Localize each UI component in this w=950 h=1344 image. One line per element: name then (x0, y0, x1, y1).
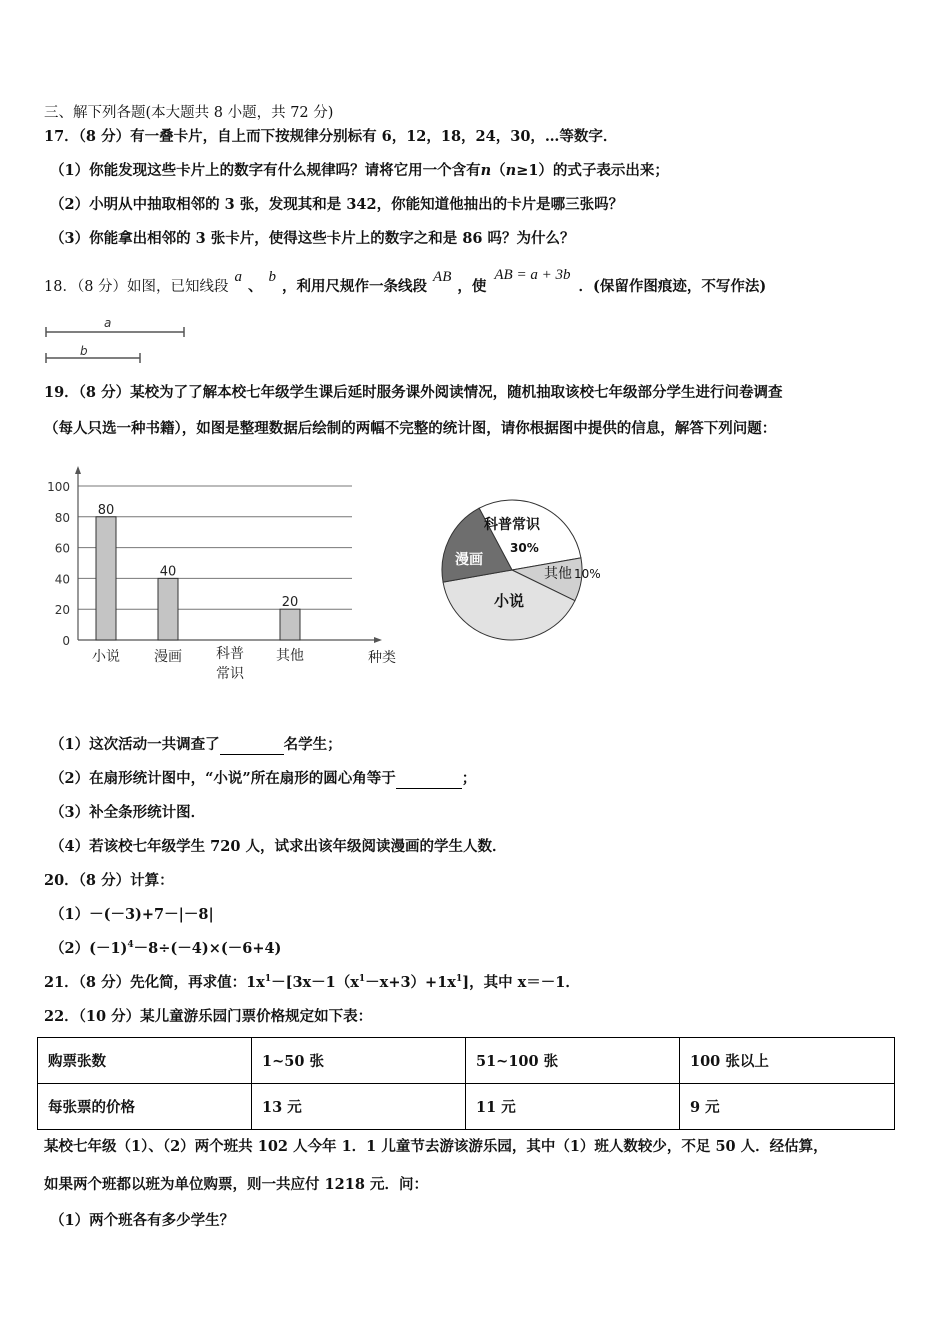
q18-equation: AB = a + 3b (494, 267, 571, 283)
q18-segments-figure (40, 312, 200, 368)
pie-label-xiaoshuo: 小说 (494, 592, 525, 610)
q17-part1 (50, 162, 669, 180)
x-tick-label: 常识 (216, 666, 244, 682)
q18-text-4: ．(保留作图痕迹，不写作法) (578, 278, 767, 295)
q18-text-2: ，利用尺规作一条线段 (282, 278, 428, 295)
pie-chart (436, 486, 620, 656)
q21-d: ]，其中 x＝－1． (462, 974, 580, 991)
q19-text-1: 19．（8 分）某校为了了解本校七年级学生课后延时服务课外阅读情况，随机抽取该校七年级部分学生进行问卷调查 (44, 384, 783, 401)
bar-data-label: 20 (281, 595, 299, 611)
q19-text-2: （每人只选一种书籍），如图是整理数据后绘制的两幅不完整的统计图，请你根据图中提供的信息，解答下列问题： (44, 420, 777, 437)
q19-sub2 (50, 770, 476, 789)
pie-label-other: 其他 (544, 566, 572, 582)
q18-var-b: b (268, 269, 277, 285)
answer-blank-2[interactable] (396, 770, 462, 789)
q20-part1: （1）－(－3)+7－|－8| (50, 906, 214, 923)
section-title: 三、解下列各题(本大题共 8 小题，共 72 分) (44, 105, 334, 121)
q18-sep: 、 (248, 278, 263, 295)
q20-part2-a: （2）(－1) (50, 940, 128, 957)
q17-var-n: n (480, 162, 492, 179)
q17-part1-text-a: （1）你能发现这些卡片上的数字有什么规律吗？请将它用一个含有 (50, 162, 481, 179)
x-axis-label: 种类 (368, 650, 396, 666)
q22-part1: （1）两个班各有多少学生？ (50, 1212, 235, 1229)
q21-sup-3: 1 (455, 974, 463, 985)
x-tick-label: 其他 (276, 648, 304, 664)
q19-sub2-a: （2）在扇形统计图中，“小说”所在扇形的圆心角等于 (50, 770, 396, 787)
table-cell: 11 元 (466, 1084, 680, 1130)
bar (280, 609, 300, 640)
q19-sub1 (50, 736, 342, 755)
table-cell: 每张票的价格 (38, 1084, 252, 1130)
x-tick-label: 科普 (216, 646, 244, 662)
pie-pct-other: 10% (574, 567, 601, 581)
q20-title: 20．（8 分）计算： (44, 872, 174, 889)
q20-exponent: 4 (127, 940, 134, 951)
q17-part1-text-c: ≥1）的式子表示出来； (516, 162, 669, 179)
q21-b: －[3x－1（x (271, 974, 359, 991)
bar-data-label: 80 (97, 502, 115, 518)
q18-var-ab: AB (433, 269, 452, 285)
q22-text-1: 某校七年级（1）、（2）两个班共 102 人今年 1．1 儿童节去游该游乐园，其中（1）班人数较少，不足 50 人．经估算， (44, 1138, 828, 1155)
bar (158, 578, 178, 640)
segment-b-label: b (80, 344, 88, 358)
table-cell: 1~50 张 (252, 1038, 466, 1084)
q20-part2 (50, 940, 281, 958)
y-tick-label: 60 (54, 541, 70, 556)
table-cell: 购票张数 (38, 1038, 252, 1084)
pie-pct-kepu: 30% (510, 541, 539, 555)
q18-text (44, 267, 767, 296)
table-row (38, 1038, 895, 1084)
x-tick-label: 小说 (92, 649, 120, 665)
segment-a-label: a (104, 316, 112, 330)
q19-sub3: （3）补全条形统计图． (50, 804, 206, 821)
q19-sub1-a: （1）这次活动一共调查了 (50, 736, 220, 753)
q21-text (44, 974, 580, 992)
q22-title: 22．（10 分）某儿童游乐园门票价格规定如下表： (44, 1008, 373, 1025)
q19-sub2-b: ； (461, 770, 477, 787)
bar-chart (40, 462, 420, 694)
q21-sup-1: 1 (264, 974, 272, 985)
table-cell: 9 元 (680, 1084, 895, 1130)
pie-label-kepu: 科普常识 (484, 517, 540, 533)
table-row (38, 1084, 895, 1130)
table-cell: 13 元 (252, 1084, 466, 1130)
y-tick-label: 40 (54, 572, 70, 587)
q21-a: 21．（8 分）先化简，再求值：1x (44, 974, 265, 991)
x-tick-label: 漫画 (154, 649, 182, 665)
q20-part2-b: －8÷(－4)×(－6+4) (133, 940, 282, 957)
q21-sup-2: 1 (358, 974, 366, 985)
q21-c: －x+3）+1x (365, 974, 456, 991)
bar (96, 517, 116, 640)
q18-text-1: 18．（8 分）如图，已知线段 (44, 279, 229, 295)
y-tick-label: 0 (62, 634, 70, 648)
q17-part1-text-b: （ (491, 162, 506, 179)
q17-part2: （2）小明从中抽取相邻的 3 张，发现其和是 342，你能知道他抽出的卡片是哪三张吗？ (50, 196, 624, 213)
q18-text-3: ，使 (457, 278, 487, 295)
y-tick-label: 20 (54, 603, 70, 618)
bar-data-label: 40 (159, 564, 177, 580)
y-tick-label: 80 (54, 510, 70, 525)
price-table (37, 1037, 895, 1130)
q22-text-2: 如果两个班都以班为单位购票，则一共应付 1218 元．问： (44, 1176, 428, 1193)
y-tick-label: 100 (47, 480, 70, 494)
answer-blank-1[interactable] (220, 736, 284, 755)
q18-var-a: a (234, 269, 243, 285)
q19-sub4: （4）若该校七年级学生 720 人，试求出该年级阅读漫画的学生人数． (50, 838, 507, 855)
q17-title: 17．（8 分）有一叠卡片，自上而下按规律分别标有 6，12，18，24，30，…等数字． (44, 128, 618, 145)
table-cell: 100 张以上 (680, 1038, 895, 1084)
q17-part3: （3）你能拿出相邻的 3 张卡片，使得这些卡片上的数字之和是 86 吗？为什么？ (50, 230, 575, 247)
q19-sub1-b: 名学生； (283, 736, 342, 753)
q17-var-n2: n (505, 162, 517, 179)
pie-label-manhua: 漫画 (455, 552, 483, 568)
table-cell: 51~100 张 (466, 1038, 680, 1084)
